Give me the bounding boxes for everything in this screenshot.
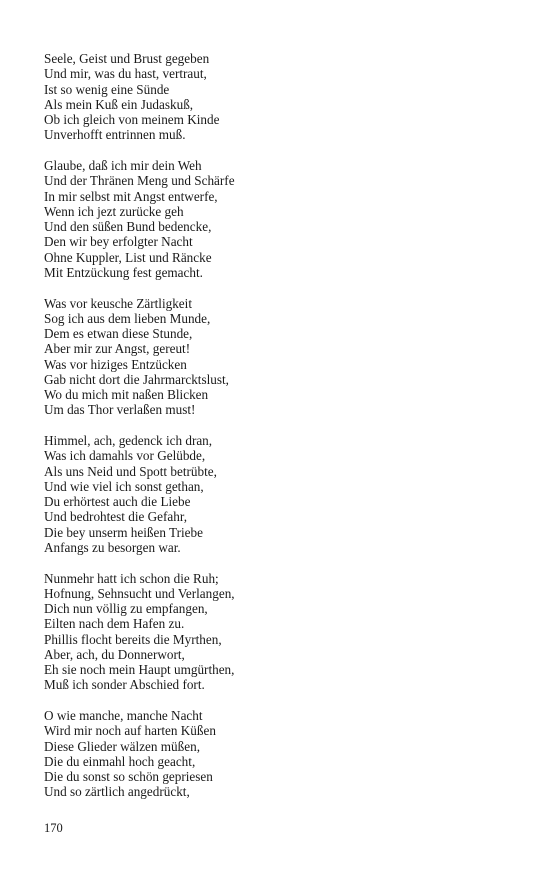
verse-line: Aber mir zur Angst, gereut! bbox=[44, 341, 191, 357]
stanza bbox=[44, 51, 514, 143]
verse-line: Gab nicht dort die Jahrmarcktslust, bbox=[44, 371, 229, 387]
verse-line: Dem es etwan diese Stunde, bbox=[44, 326, 193, 341]
verse-line: Und den süßen Bund bedencke, bbox=[44, 219, 212, 234]
stanza bbox=[44, 296, 514, 418]
verse-line: Ist so wenig eine Sünde bbox=[44, 81, 170, 97]
verse-line: Wird mir noch auf harten Küßen bbox=[44, 723, 216, 739]
verse-line: Eh sie noch mein Haupt umgürthen, bbox=[44, 662, 235, 677]
stanza bbox=[44, 708, 514, 800]
stanza bbox=[44, 433, 514, 555]
verse-line: Was vor hiziges Entzücken bbox=[44, 356, 187, 372]
verse-line: Um das Thor verlaßen must! bbox=[44, 402, 196, 418]
verse-line: Und so zärtlich angedrückt, bbox=[44, 784, 190, 800]
verse-line: Und mir, was du hast, vertraut, bbox=[44, 66, 207, 82]
verse-line: Aber, ach, du Donnerwort, bbox=[44, 646, 185, 662]
verse-line: Und bedrohtest die Gefahr, bbox=[44, 509, 188, 525]
verse-line: Die bey unserm heißen Triebe bbox=[44, 524, 203, 540]
verse-line: Dich nun völlig zu empfangen, bbox=[44, 601, 208, 616]
verse-line: Und wie viel ich sonst gethan, bbox=[44, 478, 204, 494]
verse-line: Mit Entzückung fest gemacht. bbox=[44, 264, 203, 280]
verse-line: Die du sonst so schön gepriesen bbox=[44, 769, 213, 784]
verse-line: Seele, Geist und Brust gegeben bbox=[44, 51, 210, 66]
verse-line: Wenn ich jezt zurücke geh bbox=[44, 203, 184, 219]
verse-line: In mir selbst mit Angst entwerfe, bbox=[44, 188, 218, 204]
verse-line: Himmel, ach, gedenck ich dran, bbox=[44, 433, 213, 448]
stanza bbox=[44, 571, 514, 693]
verse-line: Wo du mich mit naßen Blicken bbox=[44, 387, 209, 402]
verse-line: Glaube, daß ich mir dein Weh bbox=[44, 158, 202, 173]
verse-line: Diese Glieder wälzen müßen, bbox=[44, 738, 200, 754]
verse-line: Die du einmahl hoch geacht, bbox=[44, 753, 196, 769]
verse-line: Und der Thränen Meng und Schärfe bbox=[44, 173, 235, 189]
verse-line: Du erhörtest auch die Liebe bbox=[44, 494, 191, 509]
verse-line: Was ich damahls vor Gelübde, bbox=[44, 448, 206, 464]
verse-line: Den wir bey erfolgter Nacht bbox=[44, 234, 193, 250]
verse-line: Was vor keusche Zärtligkeit bbox=[44, 295, 192, 311]
verse-line: Als mein Kuß ein Judaskuß, bbox=[44, 96, 194, 112]
verse-line: Nunmehr hatt ich schon die Ruh; bbox=[44, 570, 219, 586]
stanza bbox=[44, 158, 514, 280]
verse-line: Phillis flocht bereits die Myrthen, bbox=[44, 631, 222, 647]
verse-line: O wie manche, manche Nacht bbox=[44, 708, 203, 723]
verse-line: Ob ich gleich von meinem Kinde bbox=[44, 112, 220, 127]
verse-line: Eilten nach dem Hafen zu. bbox=[44, 616, 185, 632]
verse-line: Als uns Neid und Spott betrübte, bbox=[44, 463, 217, 479]
verse-line: Unverhofft entrinnen muß. bbox=[44, 127, 186, 143]
verse-line: Ohne Kuppler, List und Räncke bbox=[44, 249, 212, 265]
verse-line: Hofnung, Sehnsucht und Verlangen, bbox=[44, 585, 235, 601]
verse-line: Muß ich sonder Abschied fort. bbox=[44, 677, 205, 693]
verse-line: Anfangs zu besorgen war. bbox=[44, 539, 181, 555]
verse-line: Sog ich aus dem lieben Munde, bbox=[44, 310, 211, 326]
poem-text bbox=[44, 51, 514, 815]
page-number: 170 bbox=[44, 821, 63, 835]
